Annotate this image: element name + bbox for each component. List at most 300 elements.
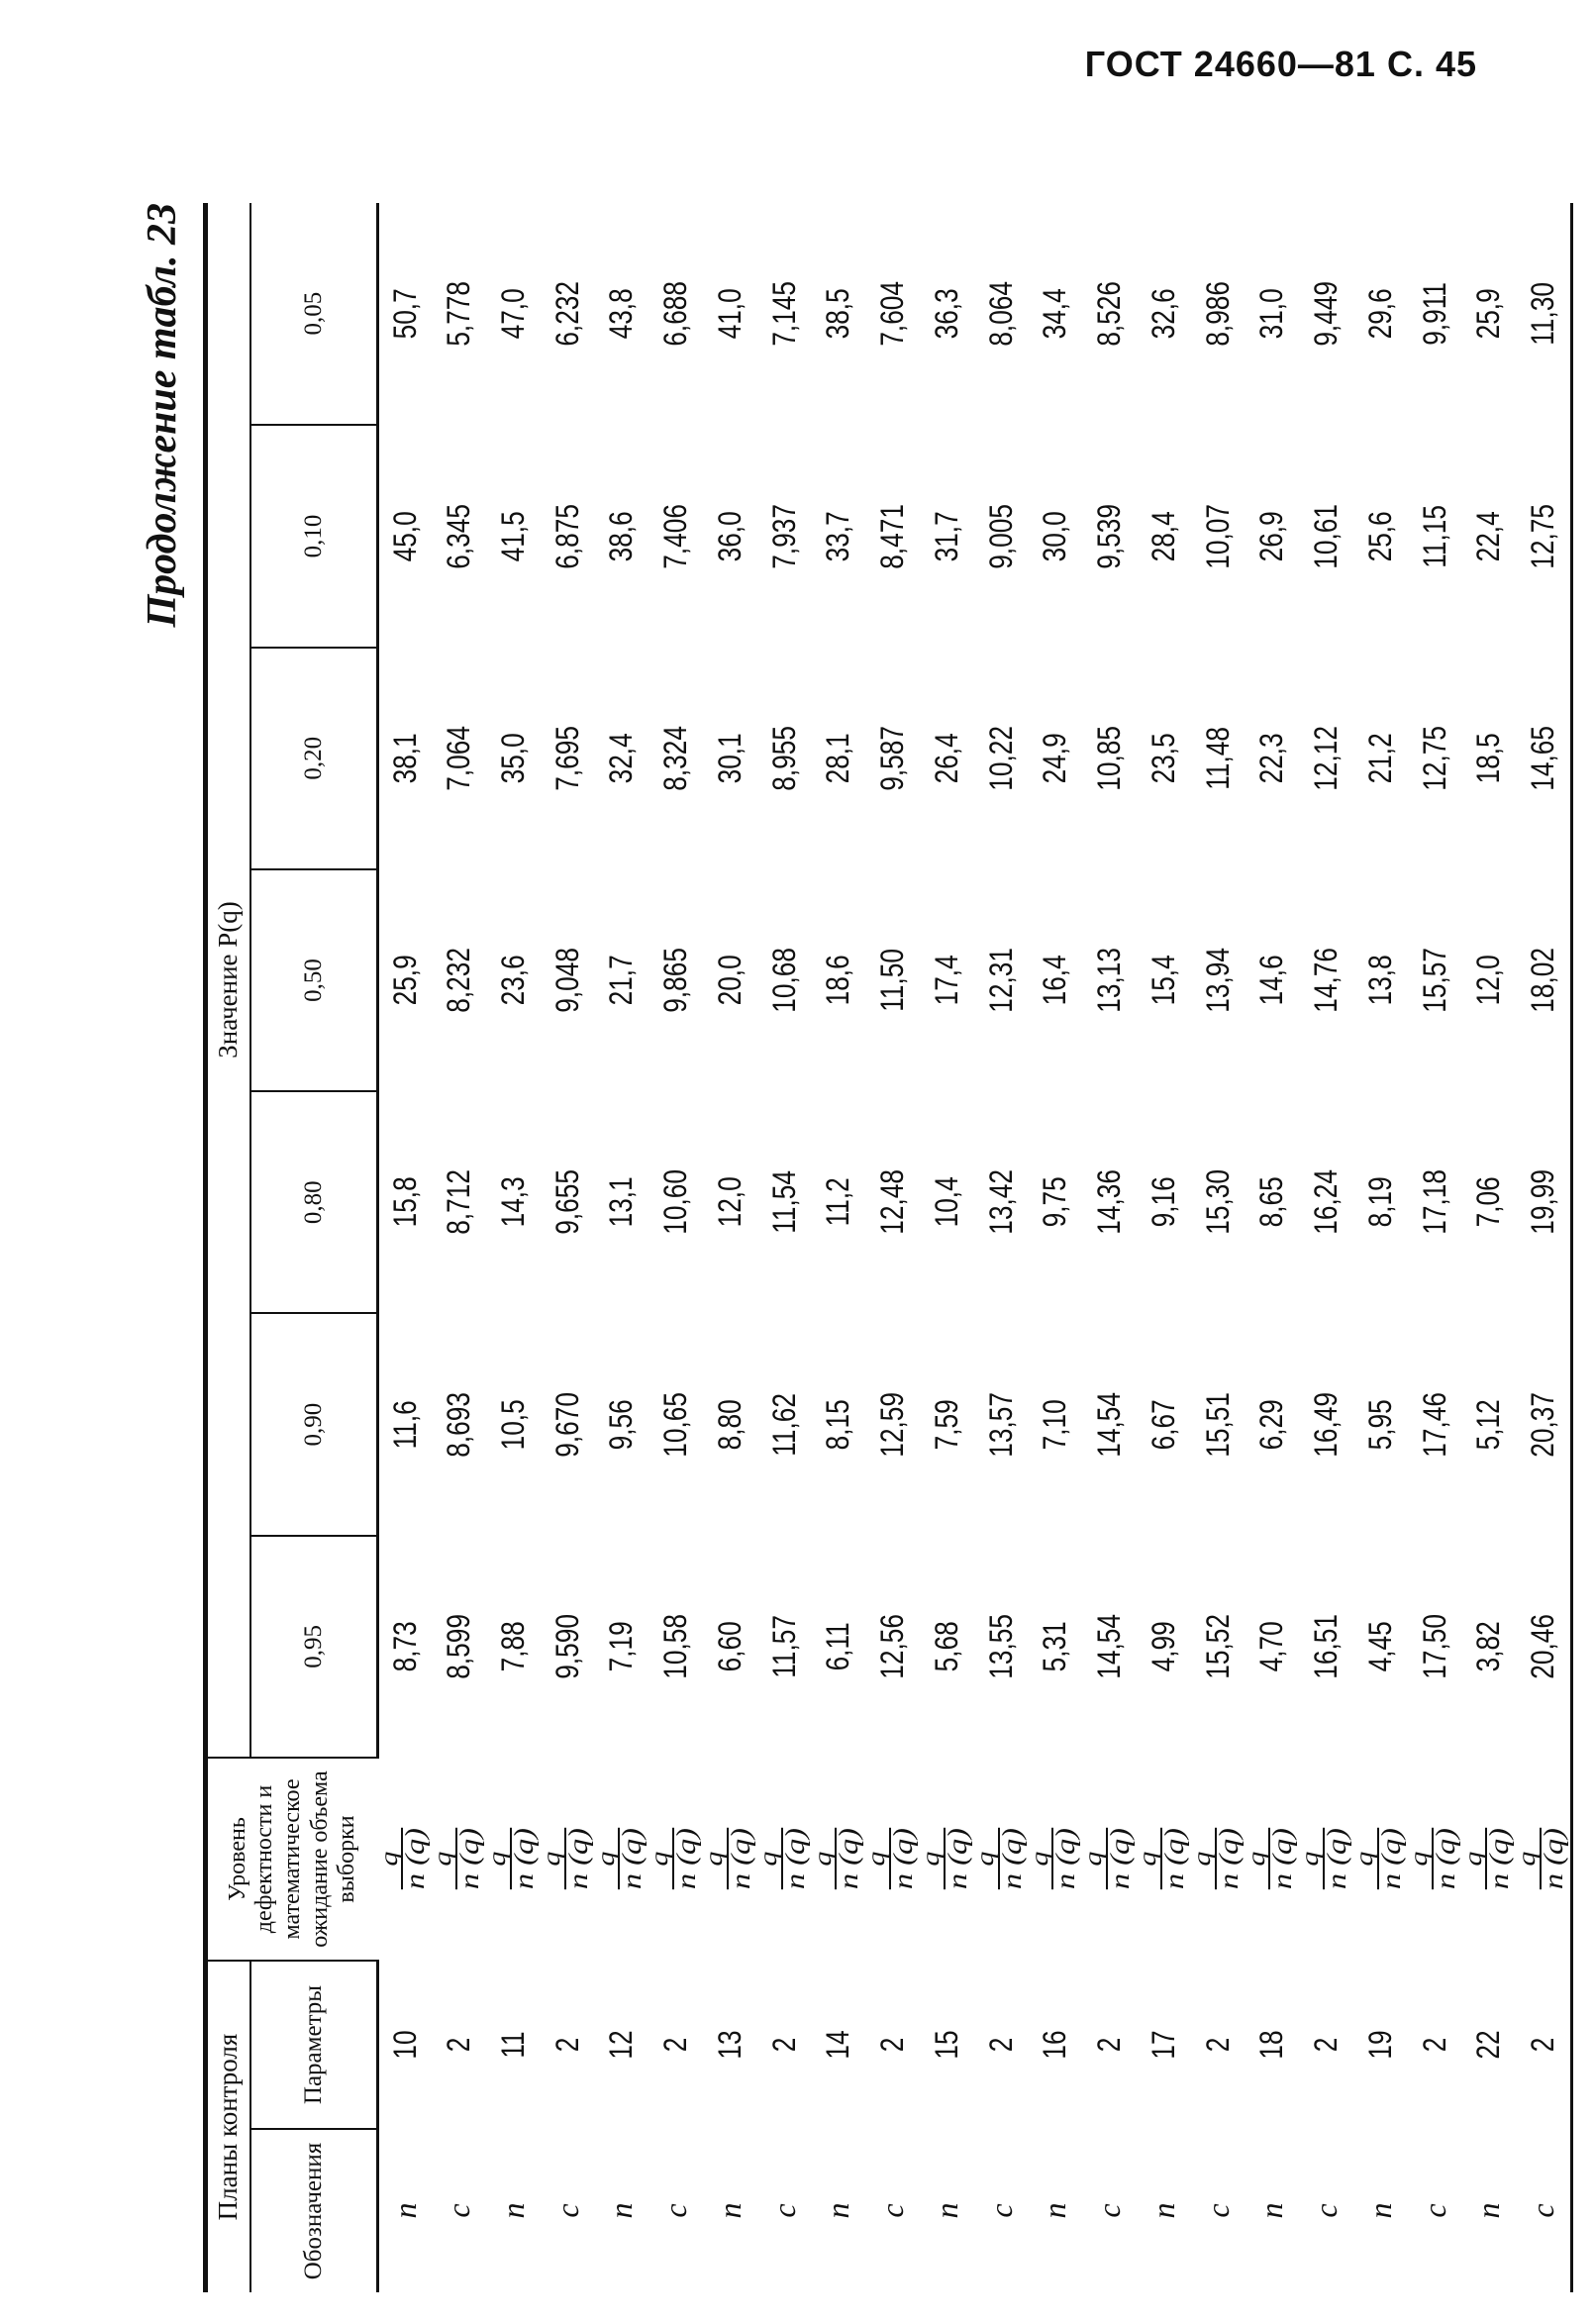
designation-cell: n — [1253, 2202, 1290, 2219]
parameter-cell: 2 — [1416, 2037, 1452, 2053]
table-row — [757, 203, 812, 2292]
value-cell: 15,52 — [1199, 1614, 1236, 1679]
value-cell: 12,0 — [1470, 955, 1507, 1006]
value-cell: 15,4 — [1145, 955, 1181, 1006]
level-fraction — [1459, 1828, 1515, 1890]
value-cell: 5,778 — [441, 281, 477, 347]
level-fraction — [1082, 1828, 1133, 1889]
value-cell: 7,145 — [765, 281, 802, 347]
value-cell: 11,6 — [387, 1400, 424, 1450]
table-row — [378, 203, 433, 2292]
fraction-denominator: n (q) — [725, 1828, 755, 1890]
value-cell: 13,42 — [982, 1169, 1019, 1236]
value-cell: 4,45 — [1361, 1621, 1398, 1672]
fraction-denominator: n (q) — [454, 1828, 484, 1890]
table-caption: Продолжение табл. 23 — [140, 203, 185, 628]
table-row — [486, 203, 541, 2292]
value-cell: 4,99 — [1145, 1621, 1181, 1672]
value-cell: 11,15 — [1416, 504, 1452, 568]
fraction-denominator: n (q) — [888, 1828, 918, 1890]
value-cell: 9,56 — [603, 1399, 640, 1451]
value-cell: 18,6 — [820, 955, 856, 1006]
value-cell: 34,4 — [1037, 288, 1073, 340]
value-cell: 10,22 — [982, 725, 1019, 791]
value-cell: 30,0 — [1037, 510, 1073, 561]
parameter-cell: 2 — [1308, 2037, 1345, 2053]
level-fraction — [1299, 1828, 1349, 1889]
fraction-denominator: n (q) — [942, 1828, 972, 1890]
table-row — [1137, 203, 1191, 2292]
parameter-cell: 2 — [1091, 2037, 1128, 2053]
header-p-level: 0,80 — [250, 1091, 378, 1313]
data-table — [203, 203, 1573, 2292]
header-p-value: Значение P(q) — [206, 203, 251, 1758]
value-cell: 18,5 — [1470, 733, 1507, 784]
fraction-denominator: n (q) — [1267, 1828, 1298, 1890]
parameter-cell: 22 — [1470, 2030, 1507, 2060]
fraction-numerator: q — [1080, 1852, 1108, 1868]
level-fraction — [1137, 1828, 1187, 1889]
value-cell: 8,73 — [387, 1621, 424, 1672]
fraction-denominator: n (q) — [1539, 1828, 1568, 1890]
value-cell: 47,0 — [494, 288, 531, 340]
value-cell: 12,48 — [874, 1169, 911, 1236]
value-cell: 21,2 — [1361, 733, 1398, 784]
level-fraction — [1188, 1828, 1244, 1890]
designation-cell: c — [548, 2203, 585, 2218]
level-fraction-cell — [1459, 1758, 1517, 1961]
parameter-cell: 15 — [928, 2030, 964, 2060]
value-cell: 36,3 — [928, 288, 964, 340]
parameter-cell: 2 — [548, 2037, 585, 2053]
table-row — [648, 203, 703, 2292]
level-fraction-cell — [1245, 1758, 1300, 1961]
value-cell: 10,4 — [928, 1176, 964, 1228]
fraction-numerator: q — [1026, 1852, 1053, 1868]
value-cell: 6,875 — [548, 503, 585, 569]
parameter-cell: 18 — [1253, 2030, 1290, 2060]
table-row — [1299, 203, 1353, 2292]
level-fraction — [865, 1828, 916, 1889]
parameter-cell: 2 — [1516, 1975, 1571, 2113]
value-cell: 50,7 — [387, 288, 424, 340]
value-cell: 9,670 — [548, 1391, 585, 1458]
fraction-denominator: n (q) — [671, 1828, 701, 1890]
value-cell: 7,695 — [548, 725, 585, 791]
value-cell: 26,4 — [928, 733, 964, 784]
value-cell: 20,0 — [711, 955, 747, 1006]
fraction-denominator: n (q) — [508, 1828, 539, 1890]
value-cell: 8,19 — [1361, 1176, 1398, 1228]
value-cell: 43,8 — [603, 288, 640, 340]
fraction-numerator: q — [375, 1852, 403, 1868]
fraction-numerator: q — [1514, 1852, 1542, 1868]
table-row — [1082, 203, 1137, 2292]
value-cell: 32,6 — [1145, 288, 1181, 340]
designation-cell: n — [820, 2202, 856, 2219]
value-cell: 10,61 — [1308, 503, 1345, 569]
fraction-numerator: q — [1297, 1852, 1325, 1868]
value-cell: 13,57 — [982, 1391, 1019, 1458]
fraction-denominator: n (q) — [562, 1828, 593, 1890]
table-row — [432, 203, 486, 2292]
value-cell: 17,4 — [928, 955, 964, 1006]
fraction-numerator: q — [1135, 1852, 1161, 1868]
fraction-denominator: n (q) — [1213, 1828, 1244, 1890]
level-fraction-cell — [754, 1758, 812, 1961]
designation-cell: c — [1091, 2203, 1128, 2218]
value-cell: 5,12 — [1470, 1399, 1507, 1451]
table-row — [541, 203, 595, 2292]
fraction-denominator: n (q) — [996, 1828, 1027, 1890]
fraction-denominator: n (q) — [834, 1828, 864, 1890]
value-cell: 8,955 — [765, 725, 802, 791]
value-cell: 14,3 — [494, 1176, 531, 1228]
level-fraction-cell — [1299, 1758, 1353, 1961]
table-row — [1516, 203, 1571, 2292]
level-fraction — [754, 1828, 810, 1890]
value-cell: 12,75 — [1516, 445, 1571, 627]
table-row — [1462, 203, 1517, 2292]
designation-cell: n — [603, 2202, 640, 2219]
parameter-cell: 10 — [387, 2030, 424, 2060]
fraction-numerator: q — [754, 1852, 782, 1868]
header-defect-level: Уровень дефектности и математическое ожидание объема выборки — [206, 1758, 378, 1961]
parameter-cell: 2 — [982, 2037, 1019, 2053]
parameter-cell: 11 — [494, 2031, 531, 2059]
value-cell: 10,85 — [1091, 725, 1128, 791]
level-fraction-cell — [1137, 1758, 1191, 1961]
value-cell: 10,68 — [765, 948, 802, 1013]
header-p-level: 0,10 — [250, 425, 378, 647]
value-cell: 21,7 — [603, 955, 640, 1006]
fraction-numerator: q — [1459, 1852, 1487, 1868]
value-cell: 10,5 — [494, 1399, 531, 1451]
value-cell: 6,11 — [820, 1622, 856, 1671]
value-cell: 25,9 — [1470, 288, 1507, 340]
designation-cell: c — [657, 2203, 694, 2218]
fraction-denominator: n (q) — [1158, 1828, 1189, 1890]
value-cell: 15,51 — [1199, 1391, 1236, 1458]
level-fraction — [809, 1828, 864, 1890]
value-cell: 7,88 — [494, 1621, 531, 1672]
level-fraction-cell — [809, 1758, 866, 1961]
value-cell: 20,46 — [1516, 1556, 1571, 1738]
value-cell: 38,5 — [820, 288, 856, 340]
fraction-denominator: n (q) — [1322, 1828, 1351, 1890]
value-cell: 14,54 — [1091, 1614, 1128, 1679]
value-cell: 9,539 — [1091, 503, 1128, 569]
level-fraction — [648, 1828, 699, 1889]
value-cell: 8,986 — [1199, 281, 1236, 347]
fraction-denominator: n (q) — [617, 1828, 648, 1890]
value-cell: 11,48 — [1199, 726, 1236, 790]
level-fraction — [538, 1828, 593, 1890]
header-p-level: 0,90 — [250, 1313, 378, 1535]
value-cell: 5,95 — [1361, 1399, 1398, 1451]
table-row — [920, 203, 974, 2292]
value-cell: 15,8 — [387, 1176, 424, 1228]
table-row — [1029, 203, 1083, 2292]
table-row — [865, 203, 920, 2292]
value-cell: 9,005 — [982, 503, 1019, 569]
value-cell: 26,9 — [1253, 510, 1290, 561]
value-cell: 9,587 — [874, 725, 911, 791]
value-cell: 9,048 — [548, 948, 585, 1013]
value-cell: 28,4 — [1145, 510, 1181, 561]
value-cell: 22,3 — [1253, 733, 1290, 784]
table-row — [595, 203, 649, 2292]
table-row — [1245, 203, 1300, 2292]
value-cell: 12,59 — [874, 1391, 911, 1458]
fraction-denominator: n (q) — [1430, 1828, 1460, 1890]
value-cell: 7,10 — [1037, 1399, 1073, 1451]
designation-cell: c — [1199, 2203, 1236, 2218]
fraction-numerator: q — [484, 1852, 511, 1868]
value-cell: 16,51 — [1308, 1614, 1345, 1679]
value-cell: 9,590 — [548, 1614, 585, 1679]
value-cell: 16,24 — [1308, 1169, 1345, 1236]
value-cell: 13,94 — [1199, 948, 1236, 1013]
designation-cell: c — [1308, 2203, 1345, 2218]
level-fraction — [592, 1828, 648, 1890]
designation-cell: n — [928, 2202, 964, 2219]
fraction-numerator: q — [592, 1852, 620, 1868]
value-cell: 14,6 — [1253, 955, 1290, 1006]
value-cell: 11,2 — [820, 1177, 856, 1227]
value-cell: 5,31 — [1037, 1621, 1073, 1672]
parameter-cell: 16 — [1037, 2030, 1073, 2060]
level-fraction-cell — [1188, 1758, 1245, 1961]
parameter-cell: 2 — [765, 2037, 802, 2053]
value-cell: 11,62 — [765, 1392, 802, 1457]
value-cell: 17,46 — [1416, 1391, 1452, 1458]
fraction-numerator: q — [538, 1852, 565, 1868]
value-cell: 6,345 — [441, 503, 477, 569]
value-cell: 7,19 — [603, 1621, 640, 1672]
level-fraction-cell — [648, 1758, 703, 1961]
value-cell: 8,65 — [1253, 1176, 1290, 1228]
rotated-table-block — [129, 203, 1568, 2292]
value-cell: 13,1 — [603, 1176, 640, 1228]
header-p-level: 0,95 — [250, 1536, 378, 1758]
value-cell: 15,30 — [1199, 1169, 1236, 1236]
fraction-denominator: n (q) — [1484, 1828, 1515, 1890]
level-fraction-cell — [1405, 1758, 1462, 1961]
level-fraction-cell — [971, 1758, 1029, 1961]
fraction-numerator: q — [971, 1852, 999, 1868]
value-cell: 8,324 — [657, 725, 694, 791]
table-row — [1191, 203, 1245, 2292]
value-cell: 22,4 — [1470, 510, 1507, 561]
value-cell: 29,6 — [1361, 288, 1398, 340]
value-cell: 17,18 — [1416, 1169, 1452, 1236]
value-cell: 16,4 — [1037, 955, 1073, 1006]
fraction-numerator: q — [1188, 1852, 1216, 1868]
value-cell: 9,75 — [1037, 1176, 1073, 1228]
designation-cell: c — [874, 2203, 911, 2218]
fraction-denominator: n (q) — [779, 1828, 810, 1890]
value-cell: 17,50 — [1416, 1614, 1452, 1679]
value-cell: 25,9 — [387, 955, 424, 1006]
fraction-numerator: q — [863, 1852, 891, 1868]
parameter-cell: 12 — [603, 2030, 640, 2060]
value-cell: 12,75 — [1416, 725, 1452, 791]
value-cell: 23,6 — [494, 955, 531, 1006]
value-cell: 30,1 — [711, 733, 747, 784]
header-p-level: 0,05 — [250, 203, 378, 425]
value-cell: 45,0 — [387, 510, 424, 561]
value-cell: 13,8 — [1361, 955, 1398, 1006]
value-cell: 11,50 — [874, 949, 911, 1012]
level-fraction-cell — [1516, 1758, 1571, 1961]
value-cell: 8,693 — [441, 1391, 477, 1458]
fraction-denominator: n (q) — [1375, 1828, 1406, 1890]
value-cell: 10,58 — [657, 1614, 694, 1679]
level-fraction-cell — [432, 1758, 486, 1961]
level-fraction-cell — [1353, 1758, 1408, 1961]
value-cell: 7,06 — [1470, 1176, 1507, 1228]
value-cell: 20,37 — [1516, 1334, 1571, 1516]
value-cell: 31,0 — [1253, 288, 1290, 340]
header-row-groups — [206, 203, 251, 2292]
fraction-denominator: n (q) — [1050, 1828, 1081, 1890]
value-cell: 12,12 — [1308, 725, 1345, 791]
fraction-numerator: q — [647, 1852, 674, 1868]
fraction-numerator: q — [701, 1852, 728, 1868]
level-fraction — [1026, 1828, 1081, 1890]
value-cell: 38,1 — [387, 733, 424, 784]
header-designation: Обозначения — [250, 2129, 378, 2292]
value-cell: 41,5 — [494, 510, 531, 561]
value-cell: 14,36 — [1091, 1169, 1128, 1236]
value-cell: 8,80 — [711, 1399, 747, 1451]
value-cell: 23,5 — [1145, 733, 1181, 784]
designation-cell: c — [441, 2203, 477, 2218]
value-cell: 8,526 — [1091, 281, 1128, 347]
parameter-cell: 19 — [1361, 2030, 1398, 2060]
value-cell: 7,604 — [874, 281, 911, 347]
value-cell: 6,688 — [657, 281, 694, 347]
value-cell: 8,712 — [441, 1169, 477, 1236]
value-cell: 7,937 — [765, 503, 802, 569]
value-cell: 11,57 — [765, 1614, 802, 1678]
level-fraction-cell — [538, 1758, 595, 1961]
fraction-numerator: q — [1405, 1852, 1433, 1868]
value-cell: 19,99 — [1516, 1111, 1571, 1293]
level-fraction — [375, 1828, 431, 1890]
value-cell: 8,15 — [820, 1399, 856, 1451]
value-cell: 14,76 — [1308, 948, 1345, 1013]
level-fraction — [1353, 1828, 1404, 1889]
fraction-numerator: q — [1351, 1852, 1378, 1868]
header-row-columns — [250, 203, 378, 2292]
value-cell: 8,599 — [441, 1614, 477, 1679]
value-cell: 9,911 — [1416, 282, 1452, 347]
table-row — [812, 203, 866, 2292]
value-cell: 6,232 — [548, 281, 585, 347]
value-cell: 7,59 — [928, 1399, 964, 1451]
designation-cell: c — [982, 2203, 1019, 2218]
parameter-cell: 2 — [1199, 2037, 1236, 2053]
value-cell: 12,56 — [874, 1614, 911, 1679]
table-row — [1353, 203, 1408, 2292]
table-row — [1408, 203, 1462, 2292]
level-fraction-cell — [865, 1758, 920, 1961]
fraction-denominator: n (q) — [400, 1828, 431, 1890]
level-fraction — [1405, 1828, 1460, 1890]
value-cell: 7,406 — [657, 503, 694, 569]
designation-cell: c — [1416, 2203, 1452, 2218]
value-cell: 12,31 — [982, 948, 1019, 1013]
value-cell: 7,064 — [441, 725, 477, 791]
value-cell: 18,02 — [1516, 889, 1571, 1071]
designation-cell: n — [1361, 2202, 1398, 2219]
value-cell: 28,1 — [820, 733, 856, 784]
value-cell: 4,70 — [1253, 1621, 1290, 1672]
value-cell: 41,0 — [711, 288, 747, 340]
value-cell: 8,232 — [441, 948, 477, 1013]
value-cell: 10,07 — [1199, 503, 1236, 569]
parameter-cell: 13 — [711, 2030, 747, 2060]
value-cell: 15,57 — [1416, 948, 1452, 1013]
value-cell: 6,67 — [1145, 1399, 1181, 1451]
fraction-numerator: q — [1243, 1852, 1270, 1868]
designation-cell: c — [1516, 2129, 1571, 2292]
level-fraction-cell — [920, 1758, 974, 1961]
level-fraction-cell — [592, 1758, 649, 1961]
level-fraction-cell — [486, 1758, 541, 1961]
designation-cell: c — [765, 2203, 802, 2218]
level-fraction — [971, 1828, 1027, 1890]
parameter-cell: 2 — [657, 2037, 694, 2053]
value-cell: 13,55 — [982, 1614, 1019, 1679]
value-cell: 31,7 — [928, 510, 964, 561]
value-cell: 11,30 — [1516, 223, 1571, 405]
designation-cell: n — [1145, 2202, 1181, 2219]
page-header: ГОСТ 24660—81 С. 45 — [1084, 44, 1477, 84]
value-cell: 10,60 — [657, 1169, 694, 1236]
header-control-plans: Планы контроля — [206, 1961, 251, 2292]
value-cell: 36,0 — [711, 510, 747, 561]
table-row — [703, 203, 757, 2292]
parameter-cell: 2 — [441, 2037, 477, 2053]
designation-cell: n — [494, 2202, 531, 2219]
value-cell: 9,655 — [548, 1169, 585, 1236]
value-cell: 8,064 — [982, 281, 1019, 347]
level-fraction-cell — [1026, 1758, 1083, 1961]
level-fraction-cell — [1082, 1758, 1137, 1961]
fraction-denominator: n (q) — [1105, 1828, 1135, 1890]
table-body — [375, 203, 1572, 2292]
fraction-numerator: q — [918, 1852, 945, 1868]
value-cell: 35,0 — [494, 733, 531, 784]
value-cell: 6,60 — [711, 1621, 747, 1672]
table-row — [974, 203, 1029, 2292]
fraction-numerator: q — [809, 1852, 837, 1868]
value-cell: 5,68 — [928, 1621, 964, 1672]
value-cell: 9,16 — [1145, 1176, 1181, 1228]
designation-cell: n — [711, 2202, 747, 2219]
designation-cell: n — [1037, 2202, 1073, 2219]
value-cell: 14,54 — [1091, 1391, 1128, 1458]
value-cell: 25,6 — [1361, 510, 1398, 561]
designation-cell: n — [1470, 2202, 1507, 2219]
level-fraction — [486, 1828, 537, 1889]
parameter-cell: 17 — [1145, 2030, 1181, 2060]
level-fraction-cell — [375, 1758, 433, 1961]
level-fraction — [432, 1828, 482, 1889]
